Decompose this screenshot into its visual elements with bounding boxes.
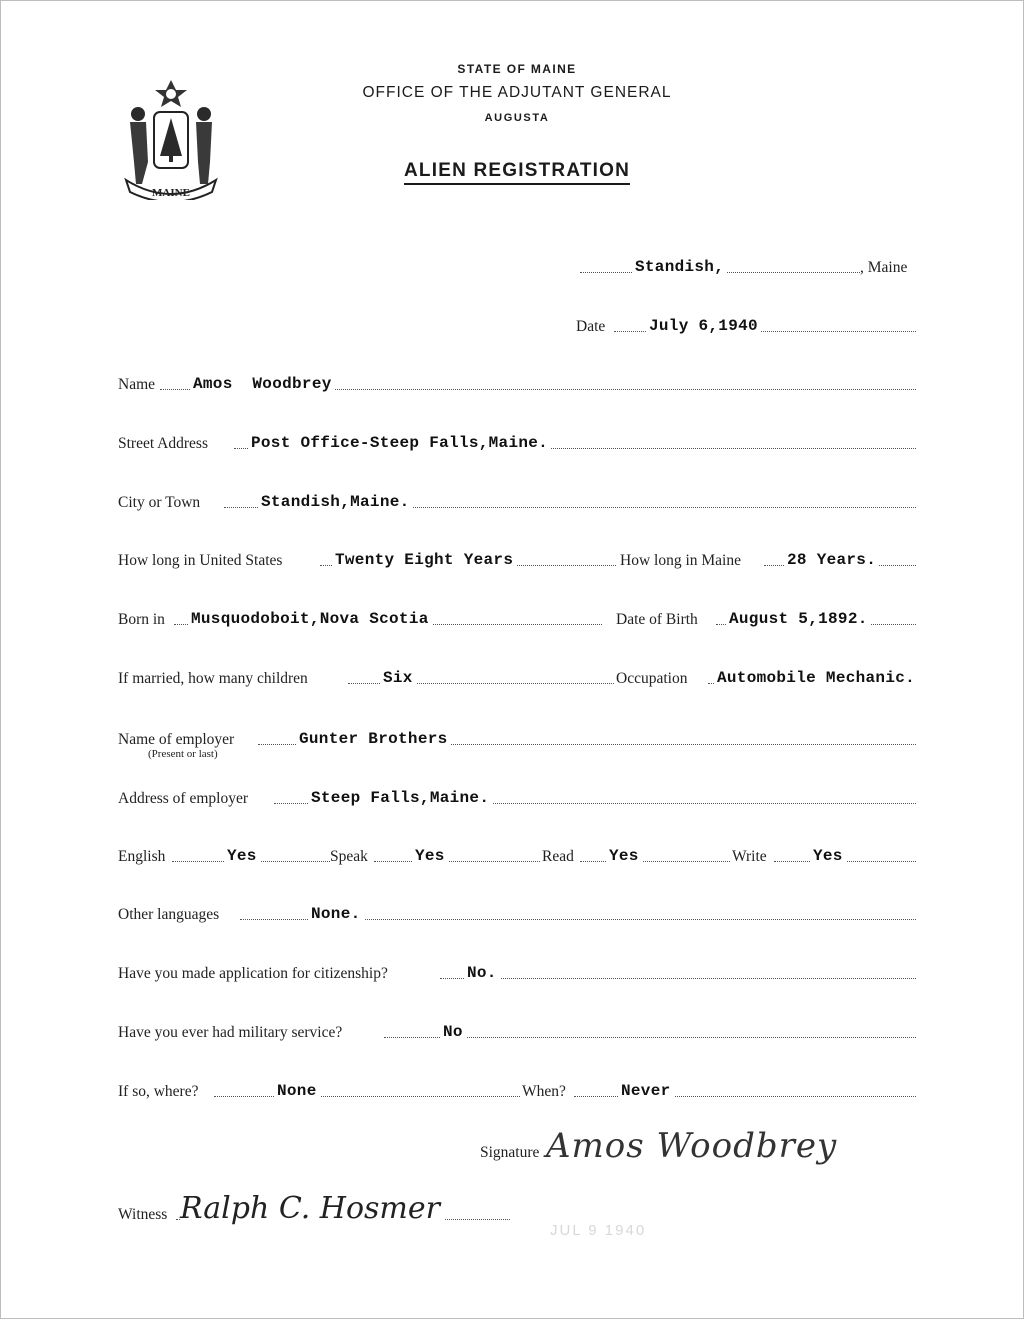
name-row: [118, 370, 918, 396]
employer-address-row: [118, 784, 918, 810]
date-row: [118, 312, 918, 338]
city-heading: AUGUSTA: [484, 112, 550, 124]
witness-label: Witness: [118, 1206, 168, 1223]
speak-value: Yes: [412, 847, 448, 865]
dob-value: August 5,1892.: [726, 610, 871, 628]
employer-address-value: Steep Falls,Maine.: [308, 789, 492, 807]
date-value: July 6,1940: [646, 317, 761, 335]
read-label: Read: [542, 848, 574, 865]
english-value: Yes: [224, 847, 260, 865]
us-label: How long in United States: [118, 552, 283, 569]
speak-label: Speak: [330, 848, 368, 865]
name-label: Name: [118, 376, 156, 393]
street-label: Street Address: [118, 435, 208, 452]
when-label: When?: [522, 1083, 566, 1100]
citizenship-value: No.: [464, 964, 500, 982]
other-languages-label: Other languages: [118, 906, 220, 923]
other-languages-value: None.: [308, 905, 364, 923]
military-label: Have you ever had military service?: [118, 1024, 343, 1041]
occupation-value: Automobile Mechanic.: [714, 669, 918, 687]
service-row: [118, 1077, 918, 1103]
state-seal-icon: [116, 76, 226, 200]
signature-handwriting: Amos Woodbrey: [546, 1126, 838, 1166]
seal-banner: MAINE: [152, 187, 190, 199]
maine-value: 28 Years.: [784, 551, 879, 569]
date-label: Date: [576, 318, 606, 335]
children-label: If married, how many children: [118, 670, 308, 687]
where-label: If so, where?: [118, 1083, 199, 1100]
birth-row: [118, 605, 918, 631]
city-row: [118, 488, 918, 514]
english-label: English: [118, 848, 166, 865]
language-row: [118, 842, 918, 868]
place-row: [118, 253, 918, 279]
form-title: ALIEN REGISTRATION: [0, 160, 1024, 182]
occupation-label: Occupation: [616, 670, 688, 687]
witness-handwriting: Ralph C. Hosmer: [180, 1191, 444, 1226]
employer-note: (Present or last): [148, 748, 218, 760]
witness-row: [118, 1191, 518, 1226]
signature-row: [480, 1126, 940, 1166]
dob-label: Date of Birth: [616, 611, 698, 628]
city-value: Standish,Maine.: [258, 493, 413, 511]
citizenship-label: Have you made application for citizenship?: [118, 965, 388, 982]
other-languages-row: [118, 900, 918, 926]
write-label: Write: [732, 848, 767, 865]
born-label: Born in: [118, 611, 165, 628]
received-stamp: JUL 9 1940: [550, 1222, 647, 1239]
military-row: [118, 1018, 918, 1044]
children-value: Six: [380, 669, 416, 687]
residence-row: [118, 546, 918, 572]
street-row: [118, 429, 918, 455]
state-heading: STATE OF MAINE: [457, 62, 577, 76]
employer-value: Gunter Brothers: [296, 730, 451, 748]
maine-label: How long in Maine: [620, 552, 741, 569]
street-value: Post Office-Steep Falls,Maine.: [248, 434, 551, 452]
employer-address-label: Address of employer: [118, 790, 248, 807]
employer-row: [118, 725, 918, 760]
office-heading: OFFICE OF THE ADJUTANT GENERAL: [362, 84, 672, 101]
citizenship-row: [118, 959, 918, 985]
signature-label: Signature: [480, 1144, 540, 1161]
where-value: None: [274, 1082, 320, 1100]
family-row: [118, 664, 918, 690]
place-suffix: , Maine: [860, 259, 908, 276]
us-value: Twenty Eight Years: [332, 551, 516, 569]
born-value: Musquodoboit,Nova Scotia: [188, 610, 432, 628]
name-value: Amos Woodbrey: [190, 375, 335, 393]
employer-label: Name of employer: [118, 731, 235, 748]
city-label: City or Town: [118, 494, 201, 511]
place-value: Standish,: [632, 258, 727, 276]
military-value: No: [440, 1023, 466, 1041]
when-value: Never: [618, 1082, 674, 1100]
write-value: Yes: [810, 847, 846, 865]
read-value: Yes: [606, 847, 642, 865]
